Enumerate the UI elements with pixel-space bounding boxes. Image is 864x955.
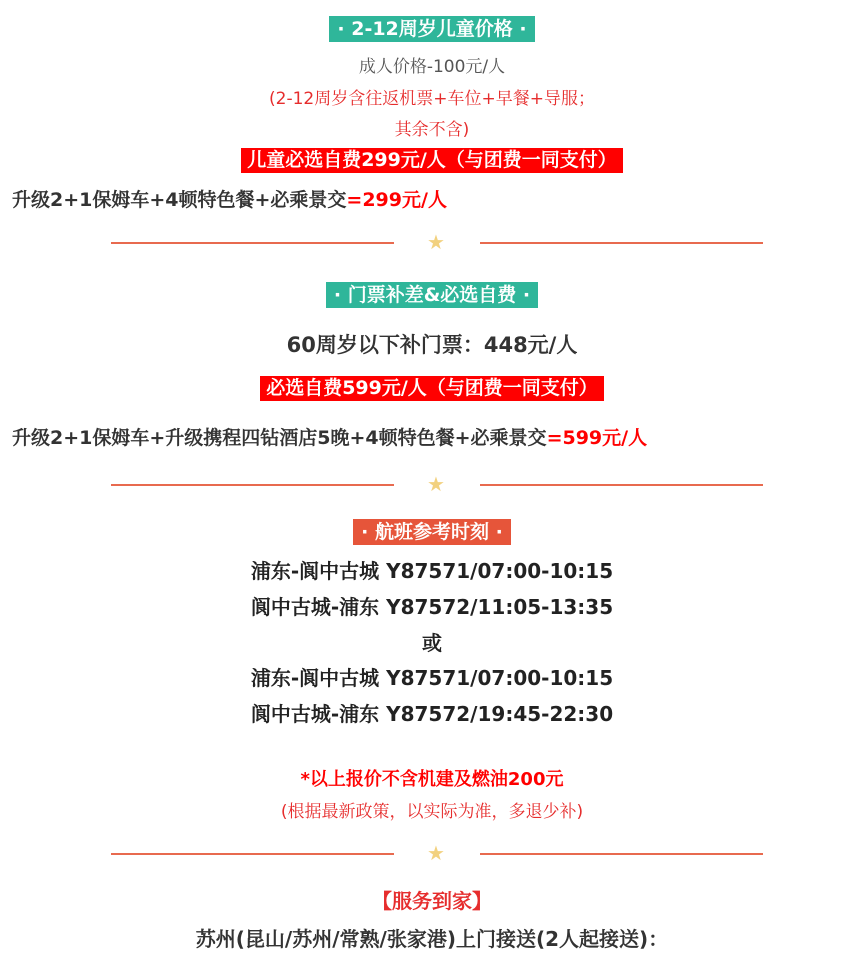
ticket-tag-row — [0, 282, 864, 308]
flight-tag: · 航班参考时刻 · — [353, 519, 511, 545]
star-icon: ★ — [427, 230, 445, 254]
child-upgrade-text: 升级2+1保姆车+4顿特色餐+必乘景交 — [12, 189, 347, 211]
divider-line-left — [111, 484, 394, 486]
flight-tag-row — [0, 519, 864, 545]
ticket-upgrade-line — [12, 423, 862, 450]
divider-line-left — [111, 242, 394, 244]
child-upgrade-price: =299元/人 — [346, 189, 447, 211]
star-icon: ★ — [427, 841, 445, 865]
star-icon: ★ — [427, 472, 445, 496]
section-divider-3 — [0, 841, 864, 865]
flight-line: 浦东-阆中古城 Y87571/07:00-10:15 — [250, 666, 614, 690]
service-title: 【服务到家】 — [372, 889, 492, 913]
flight-line: 浦东-阆中古城 Y87571/07:00-10:15 — [250, 559, 614, 583]
fuel-note: *以上报价不含机建及燃油200元 — [300, 769, 564, 790]
child-price-note-line2: 其余不含) — [394, 120, 470, 140]
divider-line-right — [480, 853, 763, 855]
ticket-tag: · 门票补差&必选自费 · — [326, 282, 538, 308]
child-required-row — [0, 148, 864, 173]
adult-price-text: 成人价格-100元/人 — [358, 57, 506, 77]
ticket-upgrade-text: 升级2+1保姆车+升级携程四钻酒店5晚+4顿特色餐+必乘景交 — [12, 427, 547, 449]
divider-line-right — [480, 484, 763, 486]
child-price-tag-row — [0, 16, 864, 42]
ticket-diff-text: 60周岁以下补门票：448元/人 — [286, 333, 578, 357]
section-divider-2 — [0, 472, 864, 496]
service-desc: 苏州(昆山/苏州/常熟/张家港)上门接送(2人起接送)： — [195, 927, 669, 951]
child-required-bar: 儿童必选自费299元/人（与团费一同支付） — [241, 148, 623, 173]
ticket-required-row — [0, 376, 864, 401]
flight-or-text: 或 — [422, 631, 442, 655]
ticket-required-bar: 必选自费599元/人（与团费一同支付） — [260, 376, 604, 401]
divider-line-left — [111, 853, 394, 855]
child-price-note-line1: (2-12周岁含往返机票+车位+早餐+导服； — [269, 89, 595, 109]
child-price-tag: · 2-12周岁儿童价格 · — [329, 16, 534, 42]
ticket-upgrade-price: =599元/人 — [546, 427, 648, 449]
child-upgrade-line — [12, 185, 862, 212]
section-divider-1 — [0, 230, 864, 254]
divider-line-right — [480, 242, 763, 244]
flight-line: 阆中古城-浦东 Y87572/11:05-13:35 — [250, 595, 614, 619]
flight-line: 阆中古城-浦东 Y87572/19:45-22:30 — [250, 702, 614, 726]
policy-note: (根据最新政策，以实际为准，多退少补) — [280, 802, 584, 822]
